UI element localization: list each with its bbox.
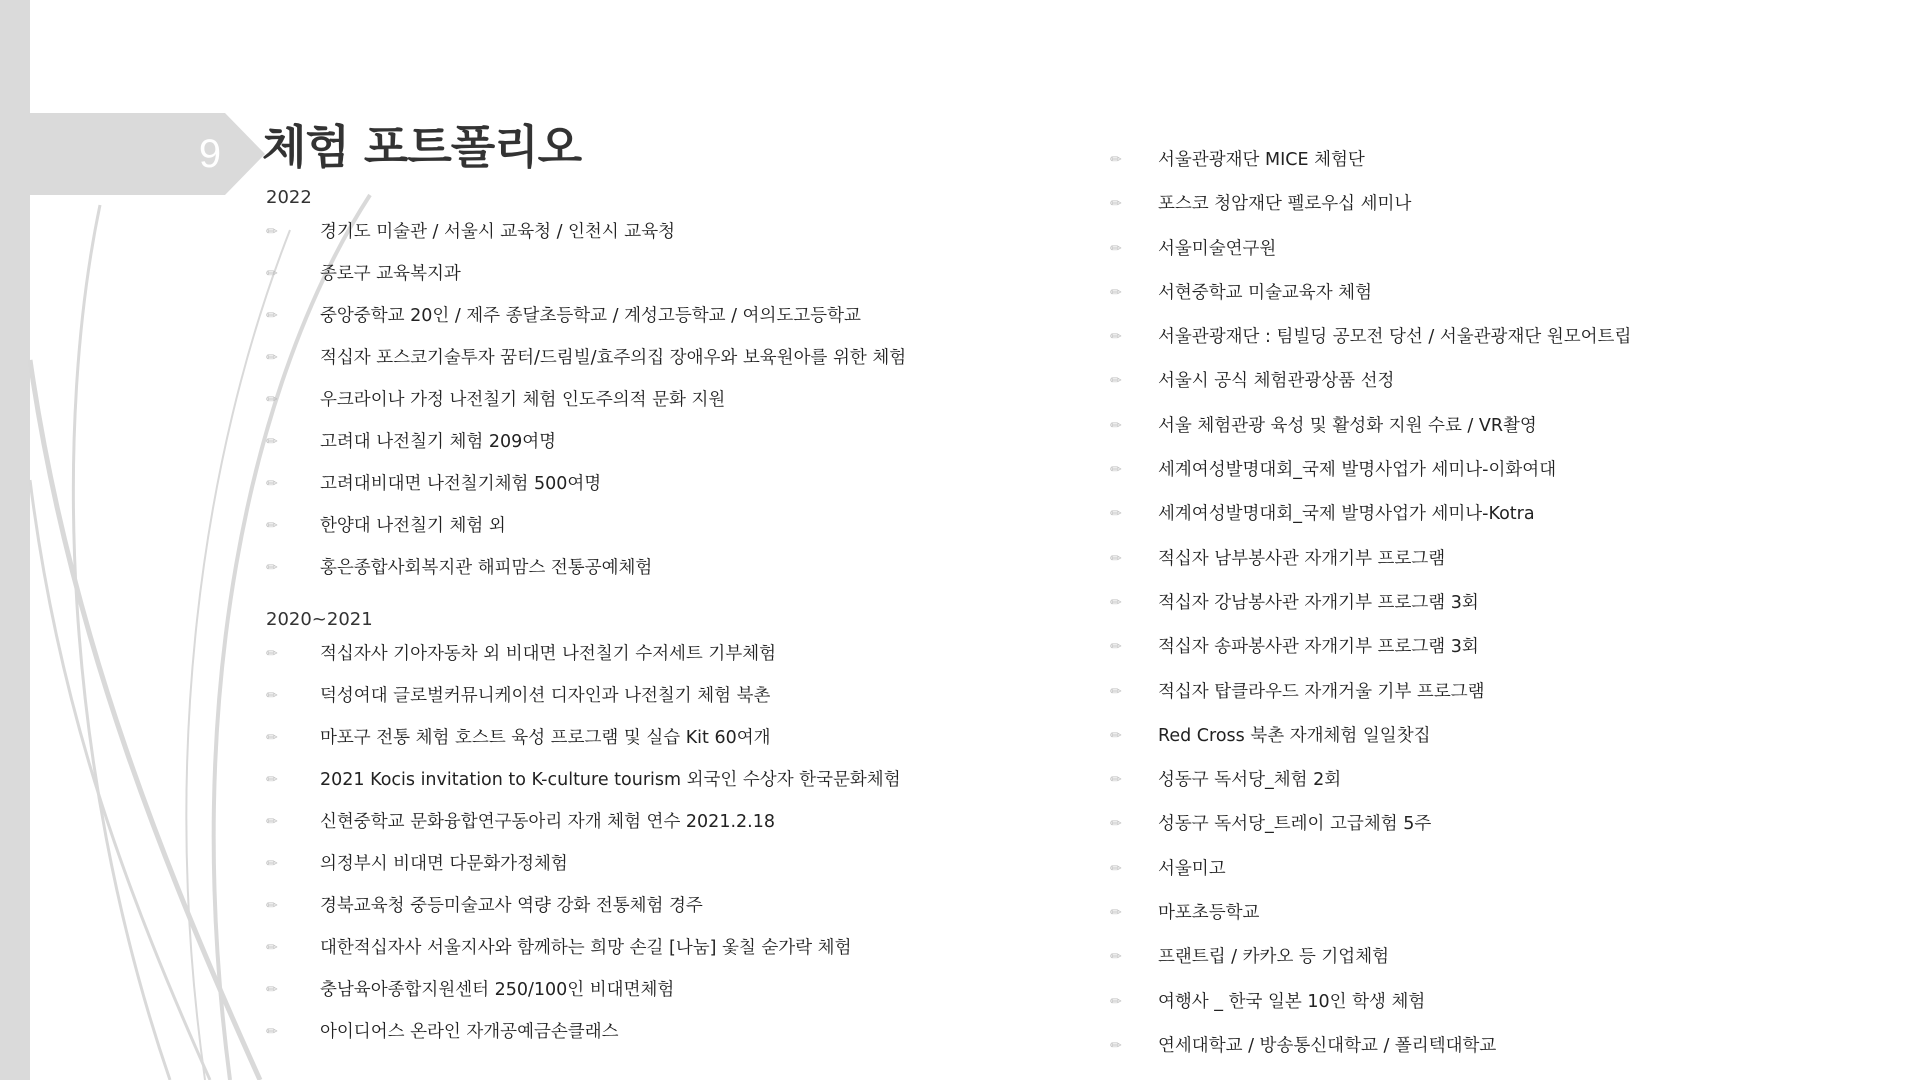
list-item-text: 적십자사 기아자동차 외 비대면 나전칠기 수저세트 기부체험 bbox=[320, 644, 776, 664]
page-title: 체험 포트폴리오 bbox=[262, 120, 582, 174]
list-item bbox=[266, 843, 1086, 885]
pencil-icon: ✏ bbox=[266, 392, 278, 408]
pencil-icon: ✏ bbox=[1110, 772, 1122, 789]
list-item-text: 성동구 독서당_트레이 고급체험 5주 bbox=[1158, 814, 1432, 835]
pencil-icon: ✏ bbox=[1110, 639, 1122, 656]
list-item-text: 여행사 _ 한국 일본 10인 학생 체험 bbox=[1158, 991, 1426, 1012]
pencil-icon: ✏ bbox=[1110, 905, 1122, 922]
list-item-text: 경기도 미술관 / 서울시 교육청 / 인천시 교육청 bbox=[320, 222, 676, 242]
list-item bbox=[1110, 758, 1890, 802]
left-sidebar-bar bbox=[0, 0, 30, 1080]
list-item bbox=[266, 927, 1086, 969]
pencil-icon: ✏ bbox=[1110, 594, 1122, 611]
pencil-icon: ✏ bbox=[266, 730, 278, 746]
list-item-text: 세계여성발명대회_국제 발명사업가 세미나-이화여대 bbox=[1158, 460, 1557, 481]
list-item-text: Red Cross 북촌 자개체험 일일찻집 bbox=[1158, 725, 1431, 746]
pencil-icon: ✏ bbox=[266, 476, 278, 492]
pencil-icon: ✏ bbox=[266, 982, 278, 998]
list-item bbox=[1110, 714, 1890, 758]
list-item-text: 서울미고 bbox=[1158, 858, 1226, 879]
pencil-icon: ✏ bbox=[266, 772, 278, 788]
list-item bbox=[1110, 492, 1890, 536]
list-item bbox=[1110, 404, 1890, 448]
list-item bbox=[266, 337, 1086, 379]
pencil-icon: ✏ bbox=[266, 940, 278, 956]
list-item-text: 고려대 나전칠기 체험 209여명 bbox=[320, 432, 557, 452]
experience-list bbox=[1110, 138, 1890, 1068]
pencil-icon: ✏ bbox=[1110, 417, 1122, 434]
pencil-icon: ✏ bbox=[266, 224, 278, 240]
list-item bbox=[1110, 448, 1890, 492]
list-item-text: 서울관광재단 MICE 체험단 bbox=[1158, 150, 1365, 170]
pencil-icon: ✏ bbox=[1110, 1037, 1122, 1054]
pencil-icon: ✏ bbox=[266, 1024, 278, 1040]
pencil-icon: ✏ bbox=[1110, 196, 1122, 213]
list-item-text: 프랜트립 / 카카오 등 기업체험 bbox=[1158, 947, 1390, 968]
list-item bbox=[1110, 537, 1890, 581]
list-item-text: 종로구 교육복지과 bbox=[320, 264, 461, 284]
list-item-text: 우크라이나 가정 나전칠기 체험 인도주의적 문화 지원 bbox=[320, 390, 726, 410]
list-item bbox=[1110, 138, 1890, 182]
list-item-text: 경북교육청 중등미술교사 역량 강화 전통체험 경주 bbox=[320, 896, 703, 916]
list-item-text: 서울관광재단 : 팀빌딩 공모전 당선 / 서울관광재단 원모어트립 bbox=[1158, 327, 1632, 348]
list-item-text: 홍은종합사회복지관 해피맘스 전통공예체험 bbox=[320, 558, 653, 578]
list-item bbox=[1110, 227, 1890, 271]
pencil-icon: ✏ bbox=[1110, 550, 1122, 567]
list-item bbox=[266, 505, 1086, 547]
list-item bbox=[1110, 1024, 1890, 1068]
list-item bbox=[266, 421, 1086, 463]
list-item-text: 성동구 독서당_체험 2회 bbox=[1158, 770, 1342, 791]
list-item-text: 세계여성발명대회_국제 발명사업가 세미나-Kotra bbox=[1158, 504, 1535, 525]
pencil-icon: ✏ bbox=[266, 898, 278, 914]
list-item-text: 신현중학교 문화융합연구동아리 자개 체험 연수 2021.2.18 bbox=[320, 812, 775, 832]
list-item bbox=[266, 253, 1086, 295]
list-item-text: 중앙중학교 20인 / 제주 종달초등학교 / 계성고등학교 / 여의도고등학교 bbox=[320, 306, 861, 326]
list-item bbox=[266, 885, 1086, 927]
list-item bbox=[1110, 315, 1890, 359]
list-item bbox=[1110, 980, 1890, 1024]
pencil-icon: ✏ bbox=[266, 560, 278, 576]
list-item bbox=[266, 463, 1086, 505]
section-year: 2020~2021 bbox=[266, 609, 373, 630]
pencil-icon: ✏ bbox=[1110, 462, 1122, 479]
list-item-text: 적십자 송파봉사관 자개기부 프로그램 3회 bbox=[1158, 637, 1479, 658]
list-item bbox=[266, 633, 1086, 675]
list-item-text: 고려대비대면 나전칠기체험 500여명 bbox=[320, 474, 602, 494]
list-item-text: 서현중학교 미술교육자 체험 bbox=[1158, 282, 1372, 303]
list-item bbox=[1110, 182, 1890, 226]
list-item bbox=[266, 547, 1086, 589]
pencil-icon: ✏ bbox=[1110, 683, 1122, 700]
list-item-text: 적십자 탑클라우드 자개거울 기부 프로그램 bbox=[1158, 681, 1485, 702]
pencil-icon: ✏ bbox=[1110, 506, 1122, 523]
pencil-icon: ✏ bbox=[1110, 152, 1122, 168]
list-item-text: 연세대학교 / 방송통신대학교 / 폴리텍대학교 bbox=[1158, 1035, 1497, 1056]
list-item bbox=[266, 295, 1086, 337]
list-item bbox=[1110, 670, 1890, 714]
pencil-icon: ✏ bbox=[1110, 993, 1122, 1010]
list-item bbox=[1110, 935, 1890, 979]
list-item-text: 의정부시 비대면 다문화가정체험 bbox=[320, 854, 568, 874]
pencil-icon: ✏ bbox=[266, 434, 278, 450]
list-item bbox=[1110, 847, 1890, 891]
list-item-text: 적십자 강남봉사관 자개기부 프로그램 3회 bbox=[1158, 592, 1479, 613]
section-year: 2022 bbox=[266, 187, 312, 208]
pencil-icon: ✏ bbox=[266, 856, 278, 872]
pencil-icon: ✏ bbox=[1110, 373, 1122, 390]
experience-list bbox=[266, 211, 1086, 589]
list-item-text: 2021 Kocis invitation to K-culture tourism 외국인 수상자 한국문화체험 bbox=[320, 770, 901, 790]
pencil-icon: ✏ bbox=[1110, 329, 1122, 346]
list-item-text: 적십자 남부봉사관 자개기부 프로그램 bbox=[1158, 548, 1446, 569]
pencil-icon: ✏ bbox=[1110, 949, 1122, 966]
list-item-text: 서울미술연구원 bbox=[1158, 238, 1277, 259]
list-item bbox=[1110, 359, 1890, 403]
list-item bbox=[266, 211, 1086, 253]
pencil-icon: ✏ bbox=[266, 350, 278, 366]
list-item-text: 적십자 포스코기술투자 꿈터/드림빌/효주의집 장애우와 보육원아를 위한 체험 bbox=[320, 348, 907, 368]
list-item bbox=[266, 969, 1086, 1011]
list-item bbox=[266, 379, 1086, 421]
right-column bbox=[1110, 138, 1890, 1068]
list-item bbox=[266, 801, 1086, 843]
list-item bbox=[1110, 271, 1890, 315]
list-item-text: 한양대 나전칠기 체험 외 bbox=[320, 516, 506, 536]
pencil-icon: ✏ bbox=[266, 646, 278, 662]
list-item-text: 서울시 공식 체험관광상품 선정 bbox=[1158, 371, 1395, 392]
list-item bbox=[266, 717, 1086, 759]
left-column bbox=[266, 185, 1086, 1053]
pencil-icon: ✏ bbox=[1110, 816, 1122, 833]
list-item-text: 덕성여대 글로벌커뮤니케이션 디자인과 나전칠기 체험 북촌 bbox=[320, 686, 771, 706]
experience-list bbox=[266, 633, 1086, 1053]
pencil-icon: ✏ bbox=[266, 308, 278, 324]
pencil-icon: ✏ bbox=[266, 814, 278, 830]
pencil-icon: ✏ bbox=[266, 518, 278, 534]
pencil-icon: ✏ bbox=[1110, 284, 1122, 301]
pencil-icon: ✏ bbox=[1110, 240, 1122, 257]
list-item bbox=[1110, 581, 1890, 625]
list-item bbox=[266, 759, 1086, 801]
list-item bbox=[1110, 625, 1890, 669]
pencil-icon: ✏ bbox=[1110, 727, 1122, 744]
pencil-icon: ✏ bbox=[1110, 860, 1122, 877]
list-item bbox=[266, 675, 1086, 717]
pencil-icon: ✏ bbox=[266, 688, 278, 704]
list-item-text: 서울 체험관광 육성 및 활성화 지원 수료 / VR촬영 bbox=[1158, 415, 1537, 436]
list-item-text: 아이디어스 온라인 자개공예금손클래스 bbox=[320, 1022, 619, 1042]
list-item-text: 충남육아종합지원센터 250/100인 비대면체험 bbox=[320, 980, 675, 1000]
list-item-text: 마포초등학교 bbox=[1158, 903, 1260, 924]
list-item bbox=[1110, 891, 1890, 935]
pencil-icon: ✏ bbox=[266, 266, 278, 282]
list-item bbox=[1110, 802, 1890, 846]
list-item-text: 포스코 청암재단 펠로우십 세미나 bbox=[1158, 194, 1412, 215]
page-number: 9 bbox=[198, 132, 222, 176]
list-item-text: 대한적십자사 서울지사와 함께하는 희망 손길 [나눔] 옻칠 숟가락 체험 bbox=[320, 938, 852, 958]
list-item-text: 마포구 전통 체험 호스트 육성 프로그램 및 실습 Kit 60여개 bbox=[320, 728, 771, 748]
list-item bbox=[266, 1011, 1086, 1053]
